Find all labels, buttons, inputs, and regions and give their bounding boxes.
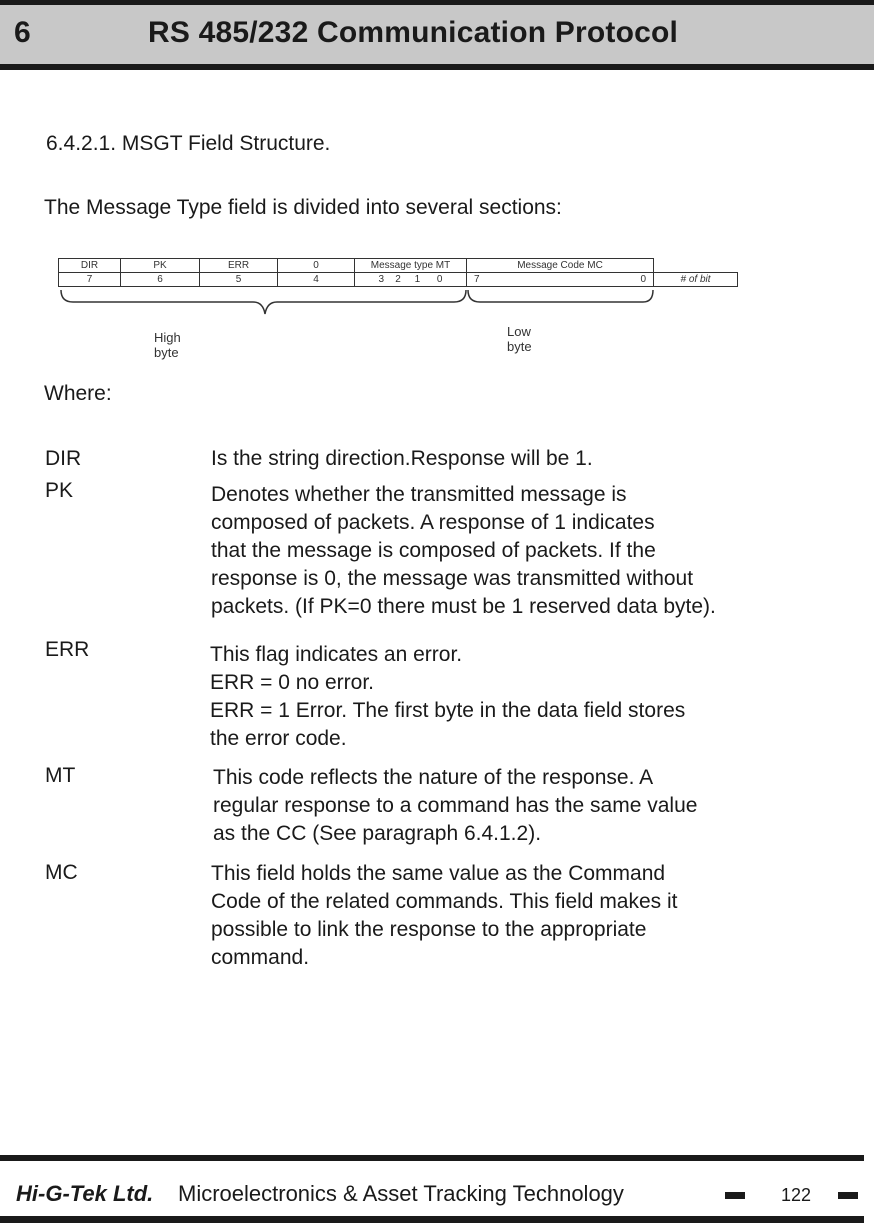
field-name-mt: Message type MT — [354, 258, 467, 273]
term-pk: PK — [45, 479, 74, 502]
definition-line: Denotes whether the transmitted message is — [211, 483, 627, 506]
section-heading: 6.4.2.1. MSGT Field Structure. — [46, 132, 331, 155]
definition-line: packets. (If PK=0 there must be 1 reserved data byte). — [211, 595, 716, 618]
low-byte-label: Low byte — [507, 324, 532, 354]
company-tagline: Microelectronics & Asset Tracking Technology — [178, 1181, 624, 1206]
definition-line: This field holds the same value as the Command — [211, 862, 666, 885]
where-label: Where: — [44, 382, 112, 405]
intro-text: The Message Type field is divided into several sections: — [44, 196, 562, 219]
definition-line: the error code. — [210, 727, 347, 750]
definition-mc — [211, 860, 678, 972]
definition-line: that the message is composed of packets. If the — [211, 539, 656, 562]
bits-mt: 3 2 1 0 — [354, 272, 467, 287]
term-mt: MT — [45, 764, 76, 787]
definition-line: response is 0, the message was transmitted without — [211, 567, 694, 590]
term-dir: DIR — [45, 447, 82, 470]
field-name-mc: Message Code MC — [466, 258, 654, 273]
definition-line: This code reflects the nature of the response. A — [213, 766, 654, 789]
page-number-right-mark — [838, 1192, 858, 1199]
header-bottom-rule — [0, 64, 874, 70]
definition-line: Code of the related commands. This field makes it — [211, 890, 678, 913]
definition-line: ERR = 1 Error. The first byte in the data field stores — [210, 699, 686, 722]
definition-line: possible to link the response to the appropriate — [211, 918, 647, 941]
byte-braces — [58, 288, 658, 318]
term-err: ERR — [45, 638, 90, 661]
field-name-err: ERR — [199, 258, 278, 273]
field-name-zero: 0 — [277, 258, 355, 273]
definition-mt — [213, 764, 697, 848]
high-byte-label: High byte — [154, 330, 181, 360]
definition-line: Is the string direction.Response will be 1. — [211, 447, 593, 470]
page-footer — [0, 1155, 874, 1224]
page-number-left-mark — [725, 1192, 745, 1199]
low-byte-brace — [468, 290, 653, 302]
definition-line: composed of packets. A response of 1 indicates — [211, 511, 655, 534]
bit-mc-low: 0 — [640, 274, 646, 285]
footer-bottom-rule — [0, 1216, 864, 1223]
chapter-title: RS 485/232 Communication Protocol — [148, 16, 679, 49]
field-name-dir: DIR — [58, 258, 121, 273]
bits-count-label: # of bit — [653, 272, 738, 287]
definition-line: as the CC (See paragraph 6.4.1.2). — [213, 822, 542, 845]
footer-top-rule — [0, 1155, 864, 1161]
bit-5: 5 — [199, 272, 278, 287]
bit-6: 6 — [120, 272, 200, 287]
company-name: Hi-G-Tek Ltd. — [16, 1181, 154, 1206]
definition-dir — [211, 445, 593, 473]
definition-line: This flag indicates an error. — [210, 643, 463, 666]
definition-line: command. — [211, 946, 310, 969]
definition-line: regular response to a command has the same value — [213, 794, 698, 817]
high-byte-brace — [61, 290, 466, 314]
bits-mc — [466, 272, 654, 287]
bit-4: 4 — [277, 272, 355, 287]
term-mc: MC — [45, 861, 78, 884]
field-name-pk: PK — [120, 258, 200, 273]
chapter-number: 6 — [14, 16, 31, 49]
bit-mc-high: 7 — [474, 274, 480, 285]
definition-line: ERR = 0 no error. — [210, 671, 374, 694]
page-number: 122 — [781, 1185, 812, 1205]
definition-err — [210, 641, 685, 753]
bit-7: 7 — [58, 272, 121, 287]
definition-pk — [211, 481, 716, 621]
